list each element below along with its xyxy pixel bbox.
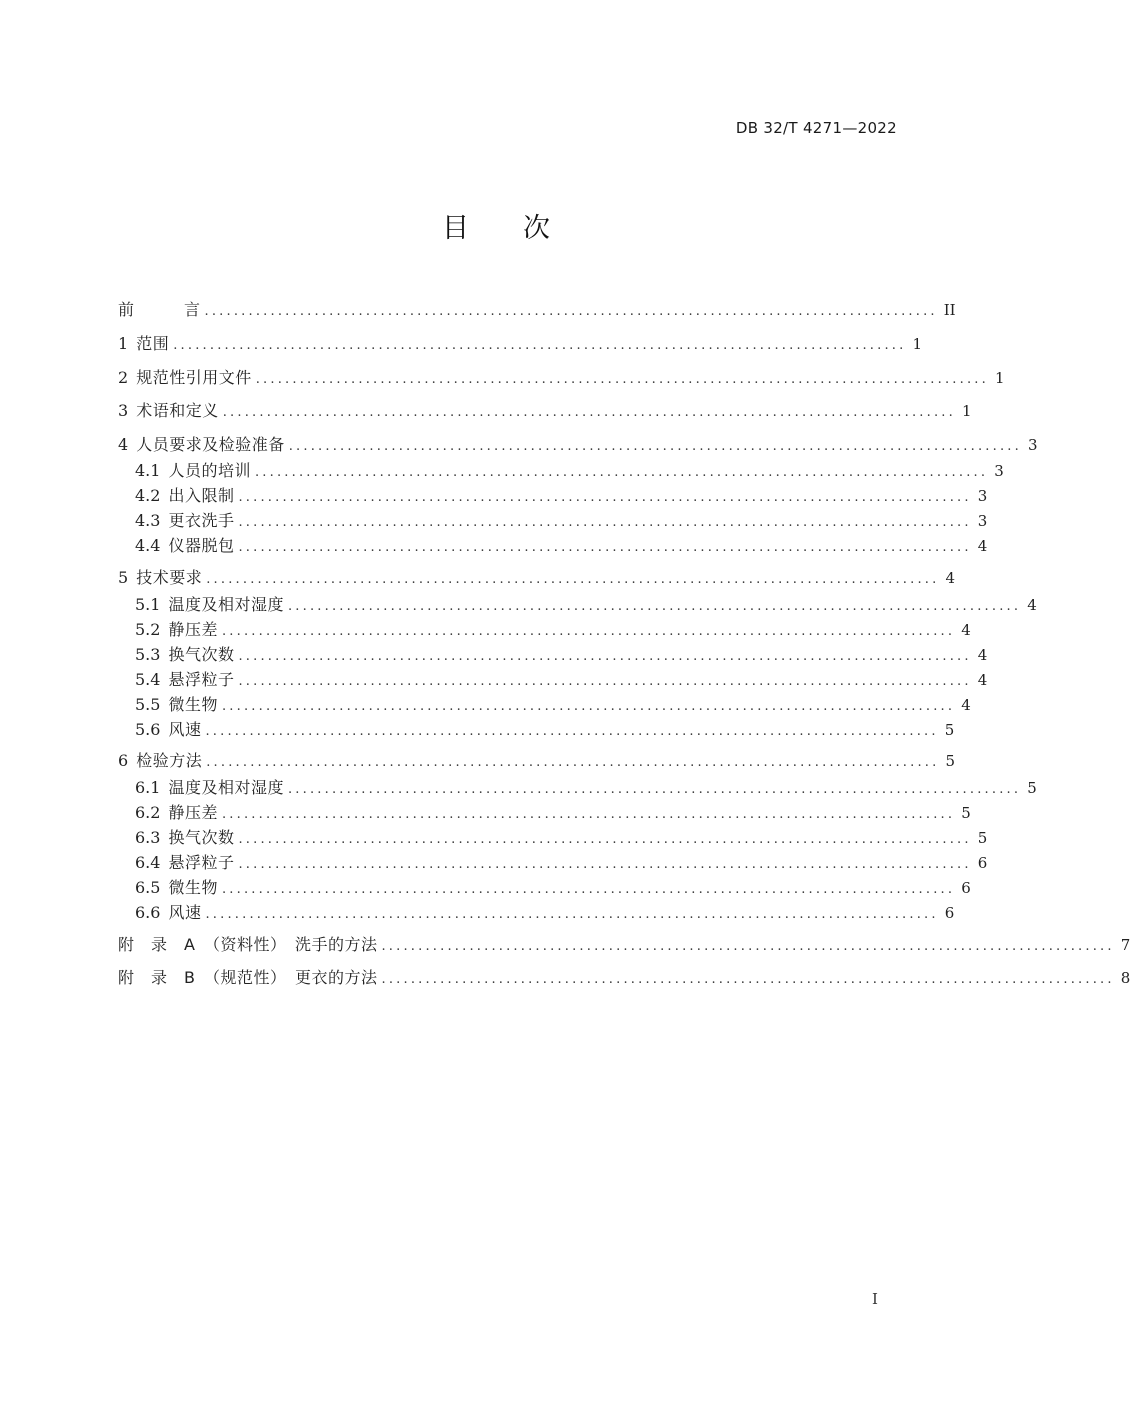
toc-entry-label: 人员要求及检验准备	[136, 435, 285, 454]
toc-entry-page: 6	[944, 904, 955, 922]
toc-entry-page: 7	[1120, 936, 1130, 954]
toc-entry-2[interactable]	[118, 366, 1005, 390]
toc-entry-page: II	[943, 301, 956, 319]
toc-entry-5-5[interactable]	[135, 693, 971, 717]
toc-leader-dots: ....................................................................................................	[287, 599, 1022, 614]
toc-leader-dots: ....................................................................................................	[206, 755, 940, 770]
toc-entry-4-4[interactable]	[135, 534, 988, 558]
toc-entry-label: 静压差	[168, 803, 218, 822]
toc-entry-number: 5	[118, 568, 129, 587]
toc-entry-4-1[interactable]	[135, 459, 1004, 483]
toc-leader-dots: ....................................................................................................	[222, 405, 956, 420]
toc-entry-3[interactable]	[118, 399, 972, 423]
toc-entry-page: 4	[977, 646, 988, 664]
toc-entry-number: 5.2	[135, 620, 161, 639]
toc-entry-number: 4	[118, 435, 129, 454]
toc-entry-number: 5.3	[135, 645, 161, 664]
toc-leader-dots: ....................................................................................................	[381, 972, 1115, 987]
toc-leader-dots: ....................................................................................................	[173, 338, 907, 353]
toc-entry-label: 换气次数	[168, 645, 235, 664]
toc-entry-page: 6	[961, 879, 971, 897]
toc-entry-6-5[interactable]	[135, 876, 971, 900]
toc-entry-page: 4	[961, 621, 971, 639]
toc-entry-page: 3	[994, 462, 1004, 480]
toc-leader-dots: ....................................................................................................	[238, 857, 972, 872]
toc-entry-label: 微生物	[168, 695, 218, 714]
toc-entry-number: 6.2	[135, 803, 161, 822]
toc-entry-number: 2	[118, 368, 129, 387]
toc-leader-dots: ....................................................................................................	[287, 782, 1022, 797]
toc-entry-1[interactable]	[118, 332, 922, 356]
toc-entry-6[interactable]	[118, 749, 955, 773]
toc-leader-dots: ....................................................................................................	[205, 907, 939, 922]
toc-entry-5-2[interactable]	[135, 618, 971, 642]
toc-entry-number: 6.3	[135, 828, 161, 847]
toc-leader-dots: ....................................................................................................	[238, 540, 972, 555]
toc-entry-number: 3	[118, 401, 129, 420]
page-title: 目 次	[442, 213, 550, 244]
toc-leader-dots: ....................................................................................................	[238, 515, 972, 530]
toc-entry-label: 更衣洗手	[168, 511, 235, 530]
toc-entry-number: 6.5	[135, 878, 161, 897]
toc-entry-page: 3	[977, 512, 988, 530]
toc-entry-5[interactable]	[118, 566, 955, 590]
toc-entry-number: 6.1	[135, 778, 161, 797]
toc-entry-label: 检验方法	[136, 751, 203, 770]
toc-leader-dots: ....................................................................................................	[205, 724, 939, 739]
toc-entry-page: 5	[961, 804, 971, 822]
toc-entry-label: 微生物	[168, 878, 218, 897]
toc-leader-dots: ....................................................................................................	[238, 649, 972, 664]
toc-entry-number: 5.1	[135, 595, 161, 614]
toc-entry-page: 3	[977, 487, 988, 505]
toc-entry-6-1[interactable]	[135, 776, 1037, 800]
toc-entry-label: 范围	[136, 334, 170, 353]
toc-entry-6-2[interactable]	[135, 801, 971, 825]
toc-leader-dots: ....................................................................................................	[221, 807, 956, 822]
toc-entry-page: 1	[912, 335, 922, 353]
toc-entry-label: 温度及相对湿度	[168, 778, 284, 797]
toc-entry-page: 4	[977, 537, 988, 555]
toc-entry-number: 4.3	[135, 511, 161, 530]
toc-entry-label: 悬浮粒子	[168, 853, 235, 872]
toc-entry-number: 6.4	[135, 853, 161, 872]
toc-entry-label: 人员的培训	[168, 461, 251, 480]
toc-entry-page: 1	[994, 369, 1005, 387]
toc-leader-dots: ....................................................................................................	[255, 372, 989, 387]
toc-entry-label: 出入限制	[168, 486, 235, 505]
toc-entry-label: 附 录 A （资料性） 洗手的方法	[118, 935, 378, 954]
toc-entry-page: 5	[977, 829, 988, 847]
toc-entry-5-3[interactable]	[135, 643, 988, 667]
toc-entry-page: 4	[961, 696, 971, 714]
toc-entry-page: 3	[1027, 436, 1038, 454]
toc-entry-label: 悬浮粒子	[168, 670, 235, 689]
toc-entry-4-3[interactable]	[135, 509, 988, 533]
toc-entry-4[interactable]	[118, 433, 1038, 457]
toc-entry-label: 静压差	[168, 620, 218, 639]
page-number: I	[872, 1290, 878, 1308]
toc-leader-dots: ....................................................................................................	[221, 624, 956, 639]
toc-entry-5-6[interactable]	[135, 718, 955, 742]
toc-entry-page: 1	[961, 402, 972, 420]
toc-leader-dots: ....................................................................................................	[238, 832, 972, 847]
toc-entry-number: 5.6	[135, 720, 161, 739]
toc-entry-label: 规范性引用文件	[136, 368, 252, 387]
toc-entry-page: 6	[977, 854, 988, 872]
toc-entry-label: 术语和定义	[136, 401, 219, 420]
document-code: DB 32/T 4271—2022	[735, 119, 897, 137]
toc-entry-page: 5	[944, 721, 955, 739]
toc-leader-dots: ....................................................................................................	[238, 490, 972, 505]
toc-entry-page: 5	[1027, 779, 1037, 797]
toc-entry-page: 4	[977, 671, 988, 689]
toc-entry-page: 5	[945, 752, 955, 770]
toc-entry-label: 换气次数	[168, 828, 235, 847]
toc-leader-dots: ....................................................................................................	[204, 304, 938, 319]
toc-entry-appendix-a[interactable]	[118, 933, 1130, 957]
toc-entry-6-4[interactable]	[135, 851, 988, 875]
toc-entry-number: 4.4	[135, 536, 161, 555]
toc-entry-6-3[interactable]	[135, 826, 988, 850]
toc-entry-appendix-b[interactable]	[118, 966, 1130, 990]
toc-leader-dots: ....................................................................................................	[288, 439, 1022, 454]
toc-leader-dots: ....................................................................................................	[254, 465, 989, 480]
toc-entry-foreword[interactable]	[118, 298, 956, 322]
toc-entry-label: 温度及相对湿度	[168, 595, 284, 614]
toc-leader-dots: ....................................................................................................	[221, 882, 956, 897]
toc-entry-label: 前 言	[118, 300, 201, 319]
toc-leader-dots: ....................................................................................................	[206, 572, 940, 587]
toc-entry-number: 6	[118, 751, 129, 770]
toc-leader-dots: ....................................................................................................	[221, 699, 956, 714]
toc-entry-number: 6.6	[135, 903, 161, 922]
toc-leader-dots: ....................................................................................................	[238, 674, 972, 689]
toc-entry-label: 仪器脱包	[168, 536, 235, 555]
toc-entry-number: 4.1	[135, 461, 161, 480]
toc-entry-label: 技术要求	[136, 568, 203, 587]
toc-entry-6-6[interactable]	[135, 901, 955, 925]
toc-entry-label: 风速	[168, 720, 202, 739]
toc-entry-label: 风速	[168, 903, 202, 922]
toc-entry-number: 1	[118, 334, 129, 353]
toc-entry-4-2[interactable]	[135, 484, 988, 508]
toc-entry-5-1[interactable]	[135, 593, 1037, 617]
toc-entry-page: 4	[1027, 596, 1037, 614]
toc-entry-page: 4	[945, 569, 955, 587]
toc-entry-5-4[interactable]	[135, 668, 988, 692]
toc-entry-label: 附 录 B （规范性） 更衣的方法	[118, 968, 378, 987]
toc-entry-number: 5.4	[135, 670, 161, 689]
toc-entry-number: 5.5	[135, 695, 161, 714]
toc-entry-number: 4.2	[135, 486, 161, 505]
toc-leader-dots: ....................................................................................................	[381, 939, 1115, 954]
toc-entry-page: 8	[1120, 969, 1130, 987]
